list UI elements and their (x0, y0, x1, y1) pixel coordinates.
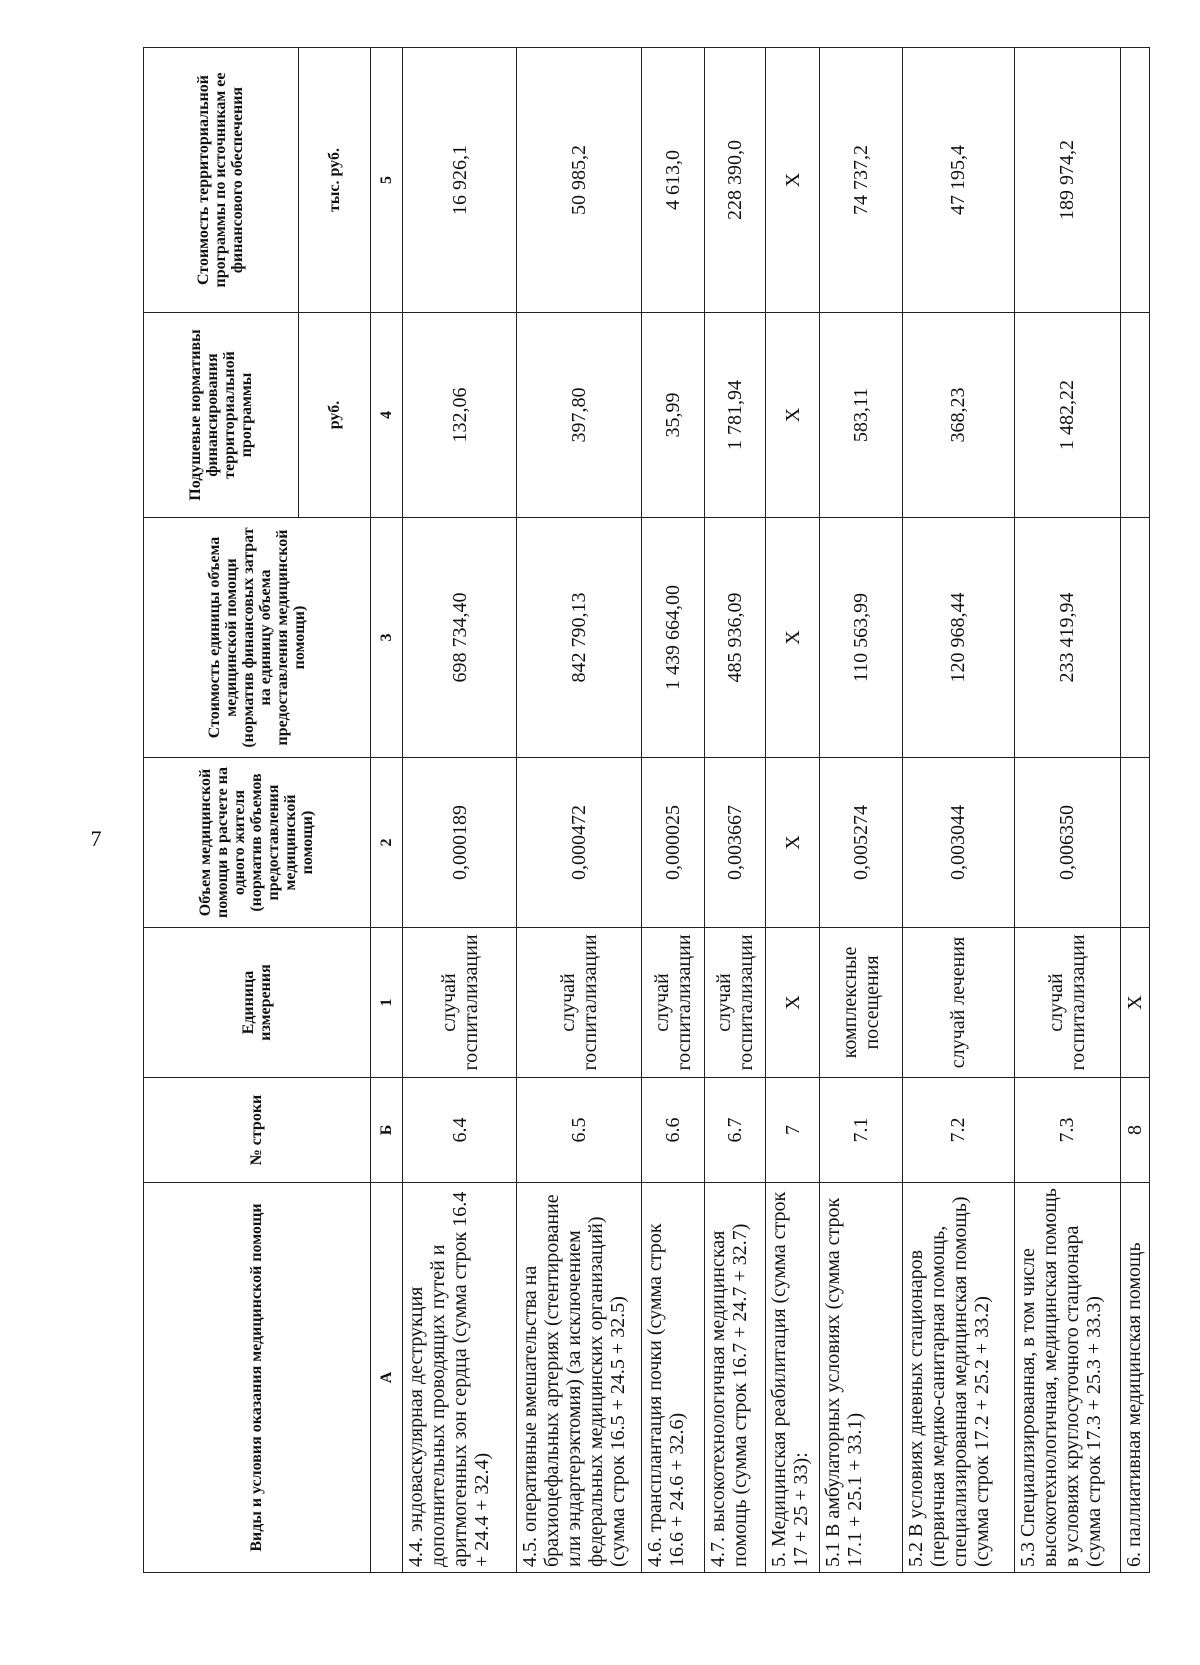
column-numbers-row (370, 48, 403, 1573)
colnum-1: 1 (370, 928, 403, 1078)
row-total: 74 737,2 (819, 48, 902, 313)
table-body (403, 48, 1150, 1573)
row-total: 189 974,2 (1014, 48, 1120, 313)
row-line-number: 8 (1120, 1078, 1150, 1183)
header-col-2: Объем медицинской помощи в расчете на одного жителя (норматив объемов предоставления медицинской помощи) (144, 758, 371, 928)
row-unit-cost: 842 790,13 (516, 518, 641, 758)
row-name: 4.7. высокотехнологичная медицинская помощь (сумма строк 16.7 + 24.7 + 32.7) (705, 1183, 766, 1573)
row-unit: X (1120, 928, 1150, 1078)
row-line-number: 6.4 (403, 1078, 516, 1183)
row-per-capita: 368,23 (902, 313, 1014, 518)
unit-col-4: руб. (298, 313, 370, 518)
colnum-a: А (370, 1183, 403, 1573)
header-col-5: Стоимость территориальной программы по источникам ее финансового обеспечения (144, 48, 299, 313)
row-total: 228 390,0 (705, 48, 766, 313)
row-unit: X (766, 928, 819, 1078)
row-unit-cost: 120 968,44 (902, 518, 1014, 758)
colnum-5: 5 (370, 48, 403, 313)
row-unit: комплексные посещения (819, 928, 902, 1078)
table-row (642, 48, 705, 1573)
row-line-number: 6.6 (642, 1078, 705, 1183)
row-per-capita: X (766, 313, 819, 518)
header-col-1: Единица измерения (144, 928, 371, 1078)
table-row (403, 48, 516, 1573)
row-volume: 0,003044 (902, 758, 1014, 928)
row-total: 4 613,0 (642, 48, 705, 313)
row-per-capita: 1 482,22 (1014, 313, 1120, 518)
row-total (1120, 48, 1150, 313)
row-unit-cost: 485 936,09 (705, 518, 766, 758)
row-unit-cost: 1 439 664,00 (642, 518, 705, 758)
row-unit: случай госпитализации (642, 928, 705, 1078)
row-total: 16 926,1 (403, 48, 516, 313)
table-row (705, 48, 766, 1573)
row-volume: X (766, 758, 819, 928)
row-total: 50 985,2 (516, 48, 641, 313)
row-volume: 0,006350 (1014, 758, 1120, 928)
row-name: 6. паллиативная медицинская помощь (1120, 1183, 1150, 1573)
row-per-capita: 132,06 (403, 313, 516, 518)
row-per-capita (1120, 313, 1150, 518)
row-name: 4.5. оперативные вмешательства на брахиоцефальных артериях (стентирование или эндартерэктомия) (за исключением федеральных медицинских организаций) (сумма строк 16.5 + 24.5 + 32.5) (516, 1183, 641, 1573)
row-unit-cost: 110 563,99 (819, 518, 902, 758)
row-line-number: 6.5 (516, 1078, 641, 1183)
row-name: 4.4. эндоваскулярная деструкция дополнительных проводящих путей и аритмогенных зон сердца (сумма строк 16.4 + 24.4 + 32.4) (403, 1183, 516, 1573)
row-per-capita: 397,80 (516, 313, 641, 518)
unit-col-5: тыс. руб. (298, 48, 370, 313)
row-total: X (766, 48, 819, 313)
row-unit: случай госпитализации (403, 928, 516, 1078)
header-row (144, 48, 299, 1573)
row-unit: случай госпитализации (705, 928, 766, 1078)
row-per-capita: 35,99 (642, 313, 705, 518)
header-col-3: Стоимость единицы объема медицинской помощи (норматив финансовых затрат на единицу объема предоставления медицинской помощи) (144, 518, 371, 758)
rotated-table-container (143, 48, 1150, 1573)
row-name: 5.3 Специализированная, в том числе высокотехнологичная, медицинская помощь в условиях круглосуточного стационара (сумма строк 17.3 + 25.3 + 33.3) (1014, 1183, 1120, 1573)
row-volume: 0,003667 (705, 758, 766, 928)
row-line-number: 7.3 (1014, 1078, 1120, 1183)
row-per-capita: 1 781,94 (705, 313, 766, 518)
row-name: 5.1 В амбулаторных условиях (сумма строк 17.1 + 25.1 + 33.1) (819, 1183, 902, 1573)
header-col-4: Подушевые нормативы финансирования территориальной программы (144, 313, 299, 518)
financing-table (143, 47, 1150, 1573)
table-row (819, 48, 902, 1573)
row-unit-cost: 233 419,94 (1014, 518, 1120, 758)
row-line-number: 7 (766, 1078, 819, 1183)
row-volume: 0,000025 (642, 758, 705, 928)
row-unit: случай госпитализации (1014, 928, 1120, 1078)
row-volume: 0,000189 (403, 758, 516, 928)
table-row (902, 48, 1014, 1573)
row-line-number: 6.7 (705, 1078, 766, 1183)
row-line-number: 7.1 (819, 1078, 902, 1183)
row-unit-cost: 698 734,40 (403, 518, 516, 758)
row-unit-cost (1120, 518, 1150, 758)
colnum-3: 3 (370, 518, 403, 758)
row-unit: случай госпитализации (516, 928, 641, 1078)
row-volume (1120, 758, 1150, 928)
row-name: 5.2 В условиях дневных стационаров (первичная медико-санитарная помощь, специализированная медицинская помощь) (сумма строк 17.2 + 25.2 + 33.2) (902, 1183, 1014, 1573)
row-name: 5. Медицинская реабилитация (сумма строк 17 + 25 + 33): (766, 1183, 819, 1573)
row-per-capita: 583,11 (819, 313, 902, 518)
row-name: 4.6. трансплантация почки (сумма строк 16.6 + 24.6 + 32.6) (642, 1183, 705, 1573)
table-row (766, 48, 819, 1573)
row-total: 47 195,4 (902, 48, 1014, 313)
table-row (1014, 48, 1120, 1573)
colnum-b: Б (370, 1078, 403, 1183)
colnum-4: 4 (370, 313, 403, 518)
row-volume: 0,000472 (516, 758, 641, 928)
table-row (1120, 48, 1150, 1573)
row-unit-cost: X (766, 518, 819, 758)
page-number: 7 (90, 826, 102, 851)
row-line-number: 7.2 (902, 1078, 1014, 1183)
row-volume: 0,005274 (819, 758, 902, 928)
row-unit: случай лечения (902, 928, 1014, 1078)
table-row (516, 48, 641, 1573)
header-col-a: Виды и условия оказания медицинской помощи (144, 1183, 371, 1573)
header-col-b: № строки (144, 1078, 371, 1183)
colnum-2: 2 (370, 758, 403, 928)
